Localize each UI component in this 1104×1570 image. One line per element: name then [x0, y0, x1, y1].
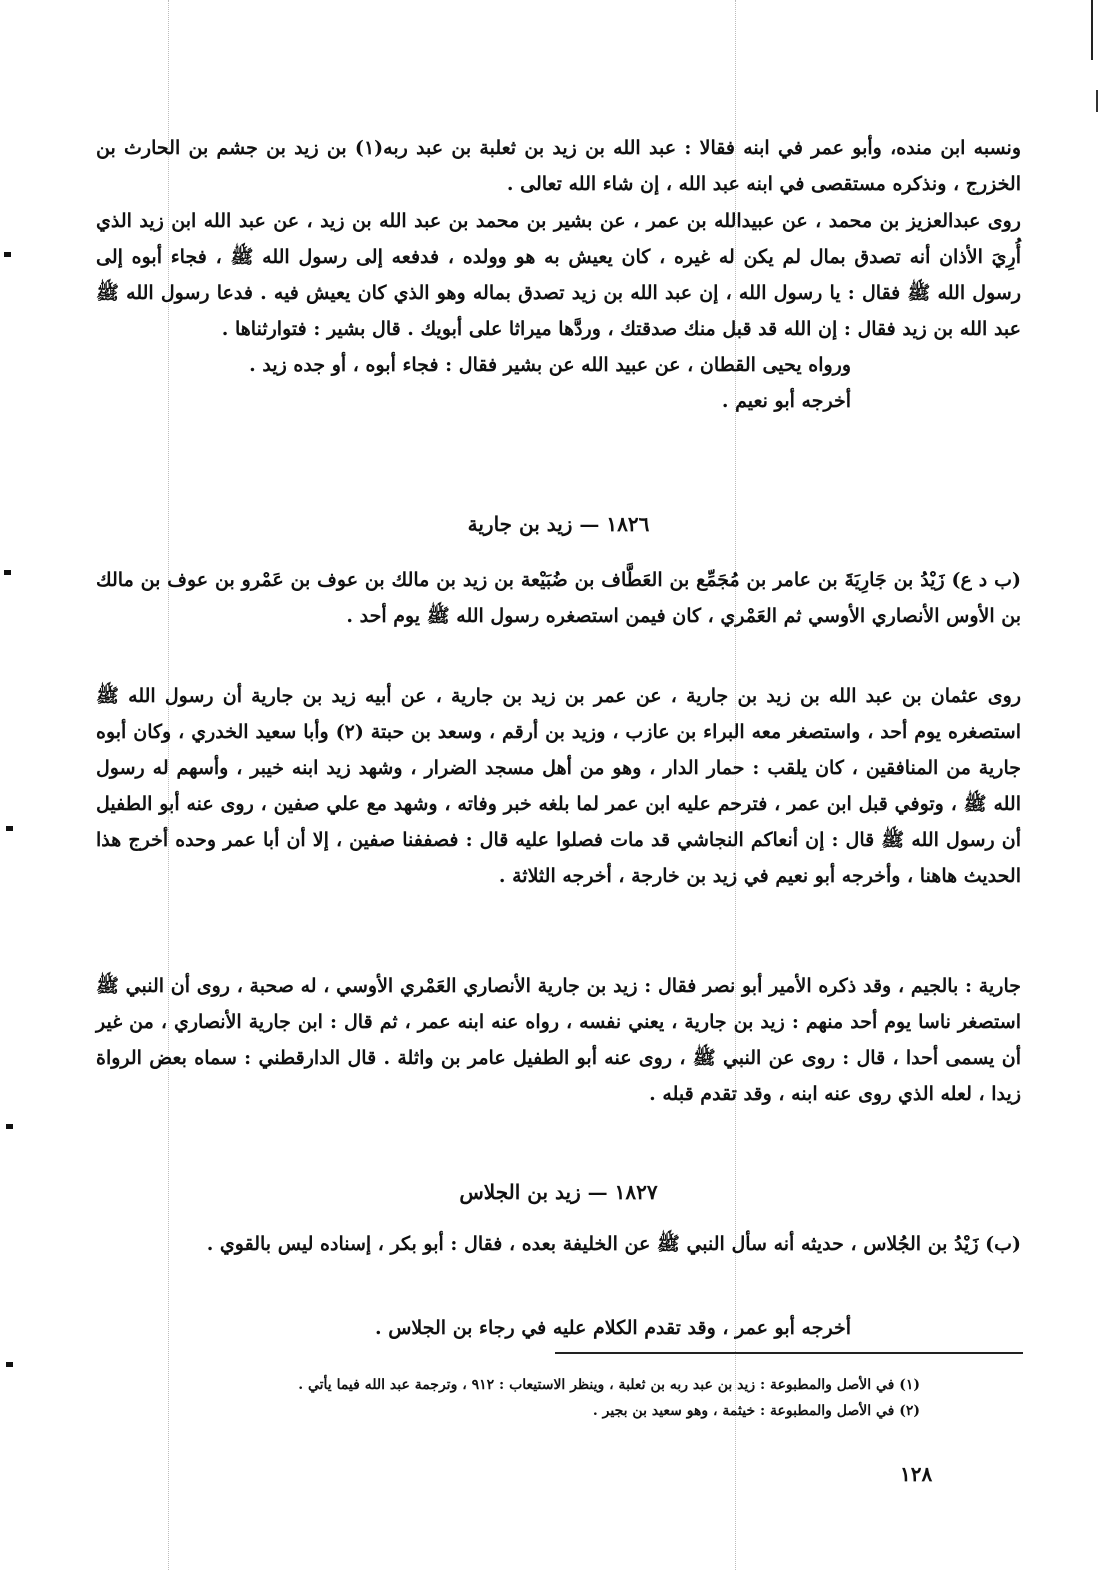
margin-mark	[6, 826, 13, 831]
entry-heading-1826: ١٨٢٦ — زيد بن جارية	[467, 512, 650, 536]
paragraph-narration	[96, 203, 1021, 419]
entry-1827-source: أخرجه أبو عمر ، وقد تقدم الكلام عليه في رجاء بن الجلاس .	[374, 1317, 851, 1339]
paragraph-lineage: ونسبه ابن منده، وأبو عمر في ابنه فقالا : عبد الله بن زيد بن ثعلبة بن عبد ربه(١) بن زيد بن جشم بن الحارث بن الخزرج ، ونذكره مستقصى في ابنه عبد الله ، إن شاء الله تعالى .	[96, 137, 1022, 195]
margin-mark	[6, 1124, 13, 1129]
footnote-divider	[555, 1352, 1023, 1354]
footnote-2: (٢) في الأصل والمطبوعة : خيثمة ، وهو سعيد بن بجير .	[592, 1403, 920, 1419]
margin-mark	[4, 570, 11, 575]
entry-1827-intro: (ب) زَيْدُ بن الجُلاس ، حديثه أنه سأل النبي ﷺ عن الخليفة بعده ، فقال : أبو بكر ، إسناده ليس بالقوي .	[206, 1233, 1021, 1255]
entry-1826-note: جارية : بالجيم ، وقد ذكره الأمير أبو نصر فقال : زيد بن جارية الأنصاري العَمْري الأوسي ، له صحبة ، روى أن النبي ﷺ استصغر ناسا يوم أحد منهم : زيد بن جارية ، يعني نفسه ، رواه عنه ابنه عمر ، ثم قال : ابن جارية الأنصاري ، من غير أن يسمى أحدا ، قال : روى عن النبي ﷺ ، روى عنه أبو الطفيل عامر بن واثلة . قال الدارقطني : سماه بعض الرواة زيدا ، لعله الذي روى عنه ابنه ، وقد تقدم قبله .	[96, 975, 1021, 1105]
entry-1826-intro: (ب د ع) زَيْدُ بن جَارِيَةَ بن عامر بن مُجَمِّع بن العَطَّاف بن ضُبَيْعة بن زيد بن مالك بن عوف بن عَمْرو بن عوف بن مالك بن الأوس الأنصاري الأوسي ثم العَمْري ، كان فيمن استصغره رسول الله ﷺ يوم أحد .	[96, 569, 1021, 627]
margin-mark	[6, 1362, 13, 1367]
footnote-1: (١) في الأصل والمطبوعة : زيد بن عبد ربه بن ثعلبة ، وينظر الاستيعاب : ٩١٢ ، وترجمة عبد الله فيما يأتي .	[298, 1377, 920, 1393]
paragraph-narration-main: روى عبدالعزيز بن محمد ، عن عبيدالله بن عمر ، عن بشير بن محمد بن عبد الله بن زيد ، عن عبد الله ابن زيد الذي أُرِيَ الأذان أنه تصدق بمال لم يكن له غيره ، كان يعيش به هو وولده ، فدفعه إلى رسول الله ﷺ ، فجاء أبوه إلى رسول الله ﷺ فقال : يا رسول الله ، إن عبد الله بن زيد تصدق بماله وهو الذي كان يعيش فيه . فدعا رسول الله ﷺ عبد الله بن زيد فقال : إن الله قد قبل منك صدقتك ، وردَّها ميراثا على أبويك . قال بشير : فتوارثناها .	[96, 210, 1021, 340]
page-edge-line	[1091, 0, 1093, 60]
paragraph-yahya: ورواه يحيى القطان ، عن عبيد الله عن بشير فقال : فجاء أبوه ، أو جده زيد .	[249, 354, 851, 376]
page-number: ١٢٨	[900, 1462, 933, 1486]
entry-1826-narration: روى عثمان بن عبد الله بن زيد بن جارية ، عن عمر بن زيد بن جارية ، عن أبيه زيد بن جارية أن رسول الله ﷺ استصغره يوم أحد ، واستصغر معه البراء بن عازب ، وزيد بن أرقم ، وسعد بن حبتة (٢) وأبا سعيد الخدري ، وكان أبوه جارية من المنافقين ، كان يلقب : حمار الدار ، وهو من أهل مسجد الضرار ، وشهد زيد ابنه خيبر ، وأسهم له رسول الله ﷺ ، وتوفي قبل ابن عمر ، فترحم عليه ابن عمر لما بلغه خبر وفاته ، وشهد مع علي صفين ، روى عنه أبو الطفيل أن رسول الله ﷺ قال : إن أنعاكم النجاشي قد مات فصلوا عليه قال : فصففنا صفين ، إلا أن أبا عمر وحده أخرج هذا الحديث هاهنا ، وأخرجه أبو نعيم في زيد بن خارجة ، أخرجه الثلاثة .	[96, 685, 1021, 887]
footnotes	[150, 1372, 920, 1424]
page-edge-mark	[1096, 90, 1098, 112]
margin-mark	[4, 252, 11, 257]
entry-heading-1827: ١٨٢٧ — زيد بن الجلاس	[459, 1180, 658, 1204]
paragraph-abu-nuaym: أخرجه أبو نعيم .	[721, 390, 851, 412]
